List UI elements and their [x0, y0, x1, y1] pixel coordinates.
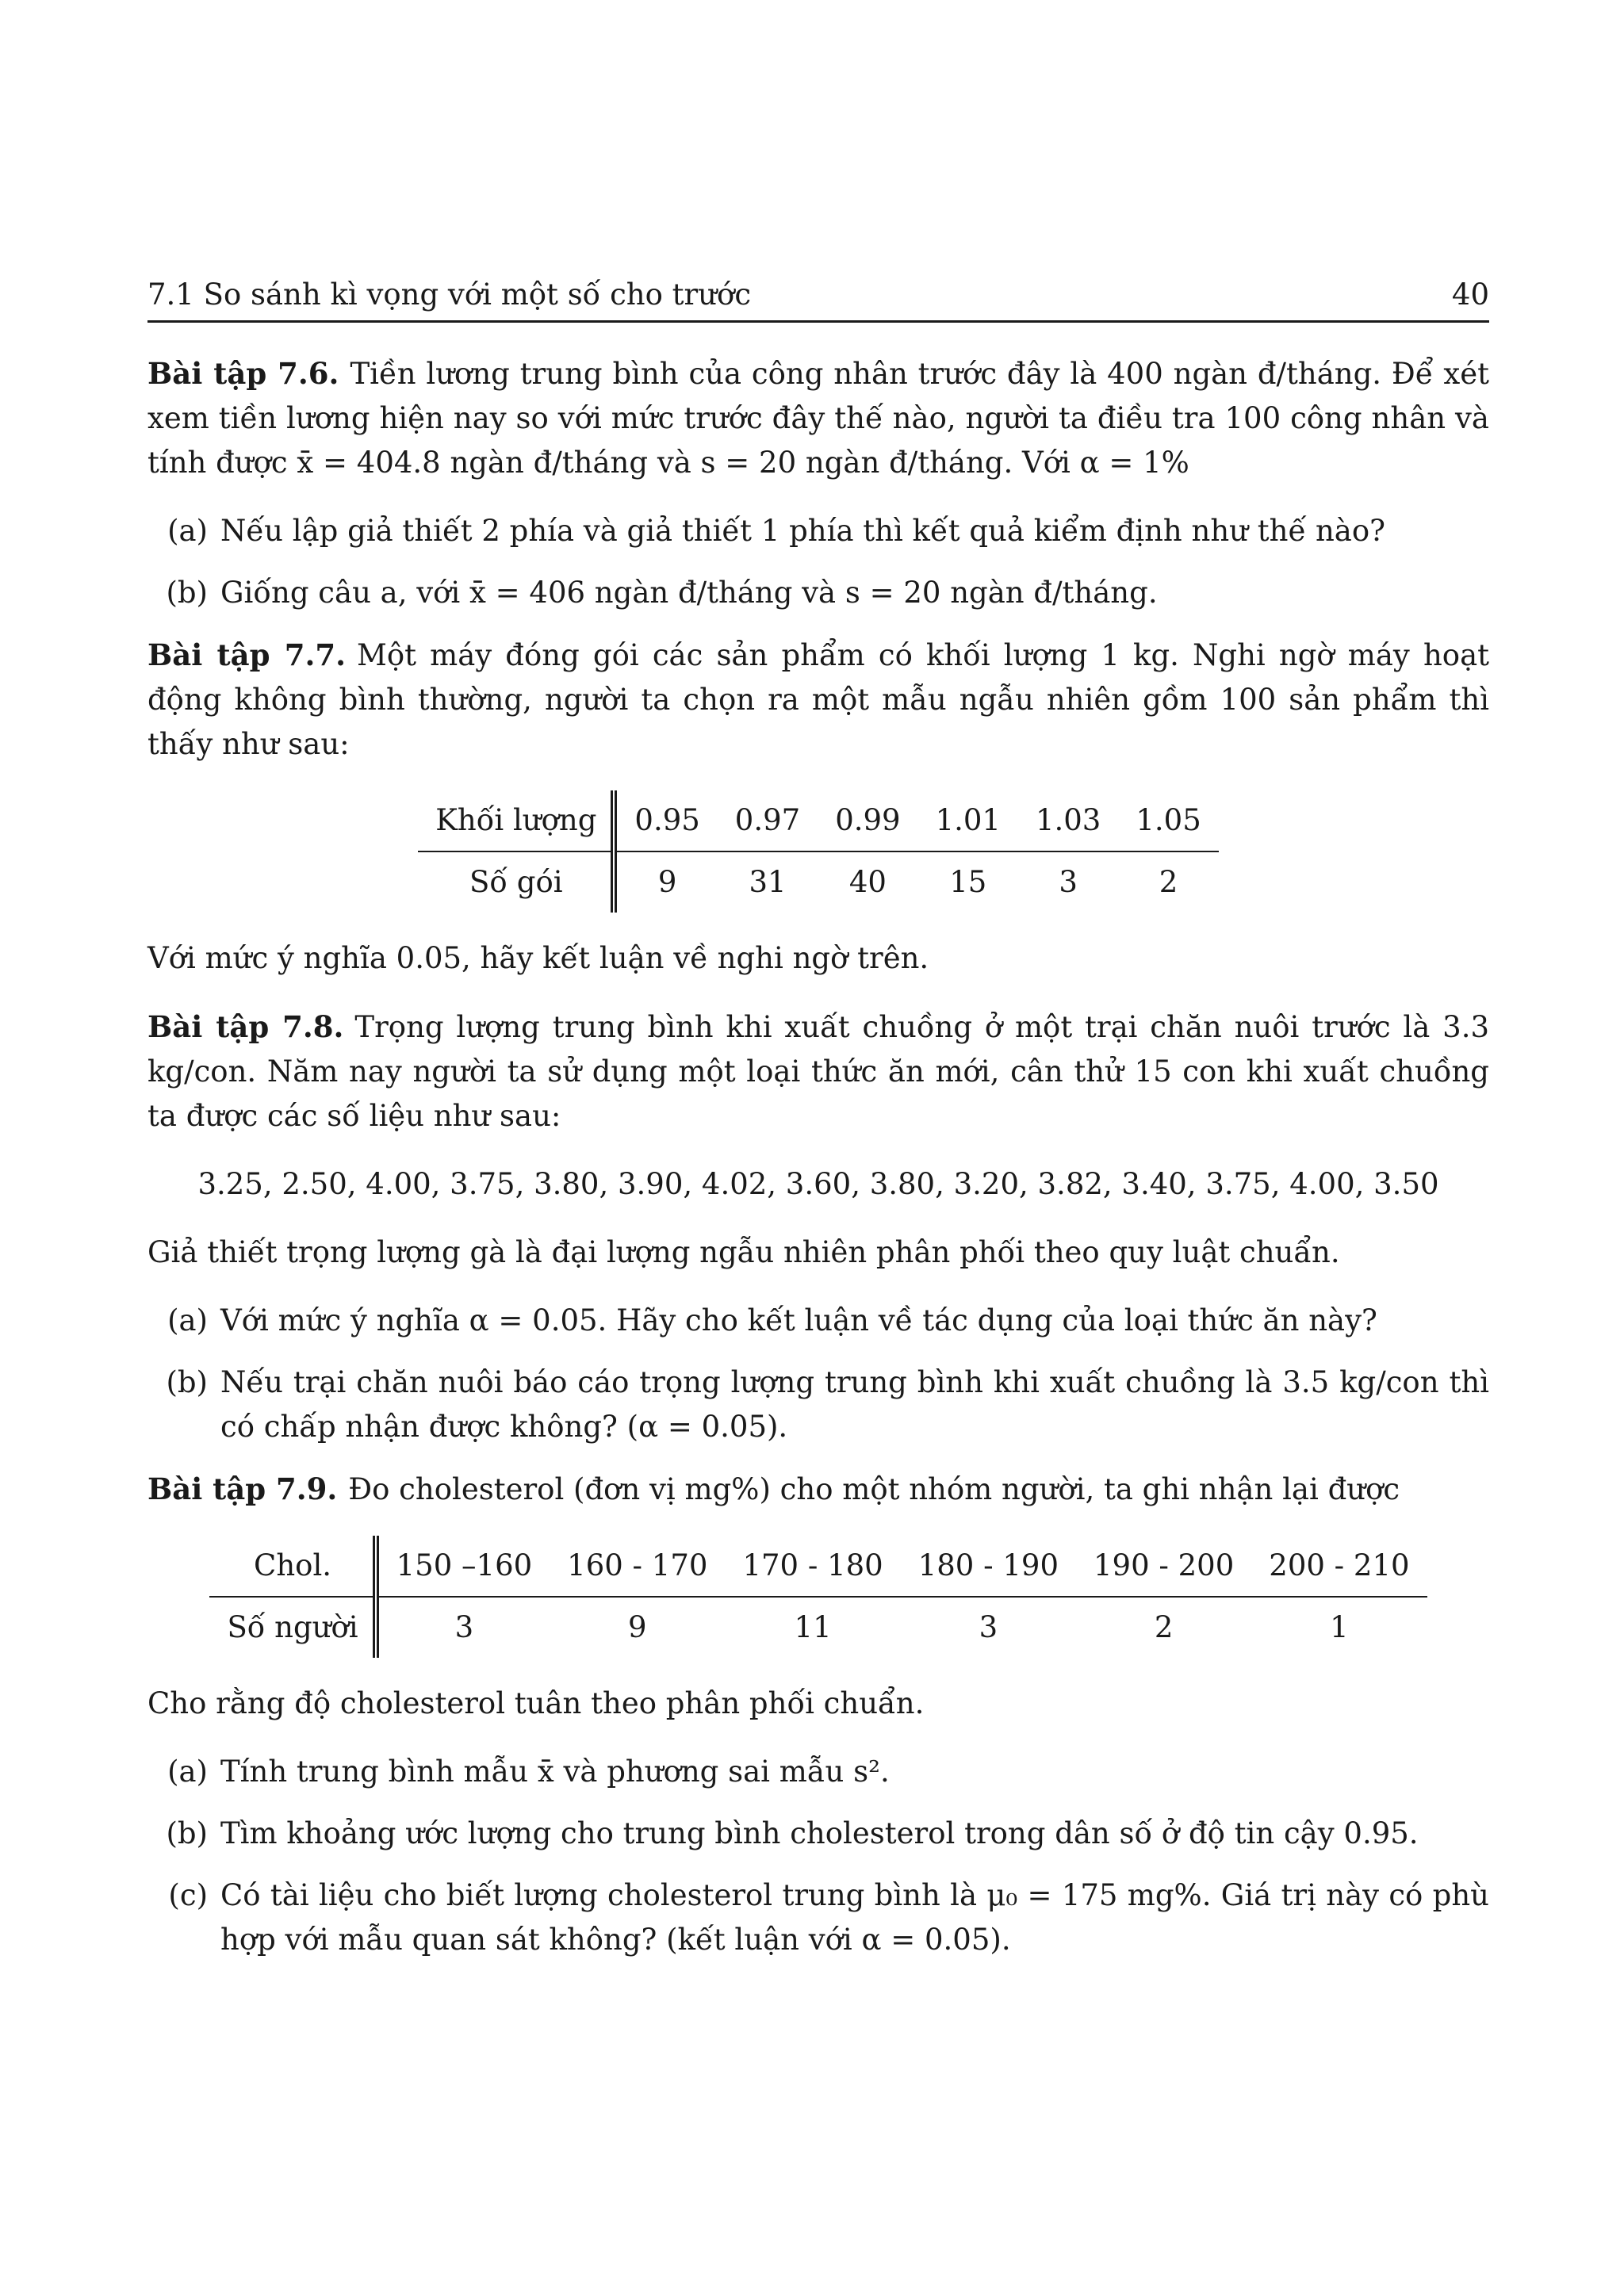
table-cell: 190 - 200 [1076, 1536, 1251, 1597]
part-item [147, 1873, 1489, 1962]
sample-data-line: 3.25, 2.50, 4.00, 3.75, 3.80, 3.90, 4.02, 3.60, 3.80, 3.20, 3.82, 3.40, 3.75, 4.00, 3.50 [197, 1167, 1439, 1201]
table-row [418, 790, 1219, 851]
table-cell: 11 [794, 1610, 832, 1644]
exercise-7-9 [147, 1467, 1489, 1512]
exercise-text: Trọng lượng trung bình khi xuất chuồng ở một trại chăn nuôi trước là 3.3 kg/con. Năm nay người ta sử dụng một loại thức ăn mới, cân thử 15 con khi xuất chuồng ta được các số liệu như sau: [147, 1010, 1489, 1133]
table-cell: 31 [749, 865, 787, 899]
running-header [147, 273, 1489, 323]
table-cell: 2 [1154, 1610, 1174, 1644]
part-item [147, 1360, 1489, 1449]
table-cell: 200 - 210 [1251, 1536, 1427, 1597]
part-item [147, 1812, 1489, 1856]
table-cell: 3 [979, 1610, 998, 1644]
table-cell: 0.97 [718, 790, 818, 851]
part-text: Nếu trại chăn nuôi báo cáo trọng lượng trung bình khi xuất chuồng là 3.5 kg/con thì có chấp nhận được không? (α = 0.05). [220, 1365, 1489, 1444]
table-cell: 3 [454, 1610, 474, 1644]
part-text: Với mức ý nghĩa α = 0.05. Hãy cho kết luận về tác dụng của loại thức ăn này? [220, 1303, 1377, 1337]
section-title: 7.1 So sánh kì vọng với một số cho trước [147, 277, 752, 312]
table-cell: 15 [949, 865, 987, 899]
exercise-text: Một máy đóng gói các sản phẩm có khối lượng 1 kg. Nghi ngờ máy hoạt động không bình thường, người ta chọn ra một mẫu ngẫu nhiên gồm 100 sản phẩm thì thấy như sau: [147, 638, 1489, 761]
part-text: Nếu lập giả thiết 2 phía và giả thiết 1 phía thì kết quả kiểm định như thế nào? [220, 514, 1385, 548]
table-cell: 9 [657, 865, 677, 899]
part-item [147, 509, 1489, 553]
table-cell: 160 - 170 [550, 1536, 725, 1597]
exercise-7-9-parts [147, 1750, 1489, 1962]
table-cell: 150 –160 [376, 1536, 550, 1597]
exercise-text: Đo cholesterol (đơn vị mg%) cho một nhóm người, ta ghi nhận lại được [348, 1472, 1400, 1506]
exercise-title: Bài tập 7.8. [147, 1009, 344, 1044]
part-item [147, 1299, 1489, 1343]
table-cell: 180 - 190 [901, 1536, 1076, 1597]
weight-table-wrap [147, 790, 1489, 913]
exercise-7-9-assumption: Cho rằng độ cholesterol tuân theo phân phối chuẩn. [147, 1686, 925, 1720]
table-row [209, 1597, 1427, 1658]
part-label: (a) [167, 514, 208, 548]
part-label: (a) [167, 1755, 208, 1789]
exercise-7-8 [147, 1004, 1489, 1138]
table-cell: 3 [1059, 865, 1078, 899]
cholesterol-table-wrap [147, 1536, 1489, 1658]
document-page [147, 273, 1489, 1980]
part-label: (a) [167, 1303, 208, 1337]
table-cell: Chol. [209, 1536, 375, 1597]
table-cell: Số người [209, 1597, 375, 1658]
part-text: Có tài liệu cho biết lượng cholesterol trung bình là μ₀ = 175 mg%. Giá trị này có phù hợp với mẫu quan sát không? (kết luận với α = 0.05). [220, 1878, 1489, 1957]
exercise-7-8-assumption: Giả thiết trọng lượng gà là đại lượng ngẫu nhiên phân phối theo quy luật chuẩn. [147, 1235, 1340, 1269]
table-cell: 40 [848, 865, 887, 899]
table-row [209, 1536, 1427, 1597]
table-cell: 1.01 [918, 790, 1018, 851]
cholesterol-table [209, 1536, 1427, 1658]
exercise-title: Bài tập 7.7. [147, 637, 346, 672]
exercise-title: Bài tập 7.6. [147, 356, 339, 391]
exercise-7-6-parts [147, 509, 1489, 615]
exercise-title: Bài tập 7.9. [147, 1471, 338, 1506]
part-label: (b) [166, 576, 208, 610]
table-cell: 1 [1330, 1610, 1349, 1644]
page-number: 40 [1451, 277, 1489, 312]
table-cell: 9 [628, 1610, 647, 1644]
weight-table [418, 790, 1219, 913]
part-text: Tính trung bình mẫu x̄ và phương sai mẫu s². [220, 1755, 890, 1789]
part-text: Giống câu a, với x̄ = 406 ngàn đ/tháng và s = 20 ngàn đ/tháng. [220, 576, 1158, 610]
exercise-7-7 [147, 633, 1489, 767]
table-cell: 0.99 [818, 790, 917, 851]
table-cell: Khối lượng [418, 790, 614, 851]
part-label: (c) [168, 1878, 208, 1912]
part-item [147, 1750, 1489, 1794]
table-cell: Số gói [418, 851, 614, 913]
part-text: Tìm khoảng ước lượng cho trung bình cholesterol trong dân số ở độ tin cậy 0.95. [220, 1816, 1419, 1850]
table-cell: 2 [1159, 865, 1178, 899]
exercise-text: Tiền lương trung bình của công nhân trước đây là 400 ngàn đ/tháng. Để xét xem tiền lương hiện nay so với mức trước đây thế nào, người ta điều tra 100 công nhân và tính được x̄ = 404.8 ngàn đ/tháng và s = 20 ngàn đ/tháng. Với α = 1% [147, 357, 1489, 480]
part-label: (b) [166, 1816, 208, 1850]
exercise-7-6 [147, 351, 1489, 485]
table-cell: 170 - 180 [725, 1536, 900, 1597]
table-cell: 1.03 [1018, 790, 1118, 851]
table-cell: 1.05 [1118, 790, 1218, 851]
exercise-7-7-question: Với mức ý nghĩa 0.05, hãy kết luận về nghi ngờ trên. [147, 941, 929, 975]
part-item [147, 571, 1489, 615]
table-cell: 0.95 [614, 790, 717, 851]
part-label: (b) [166, 1365, 208, 1399]
exercise-7-8-parts [147, 1299, 1489, 1449]
table-row [418, 851, 1219, 913]
